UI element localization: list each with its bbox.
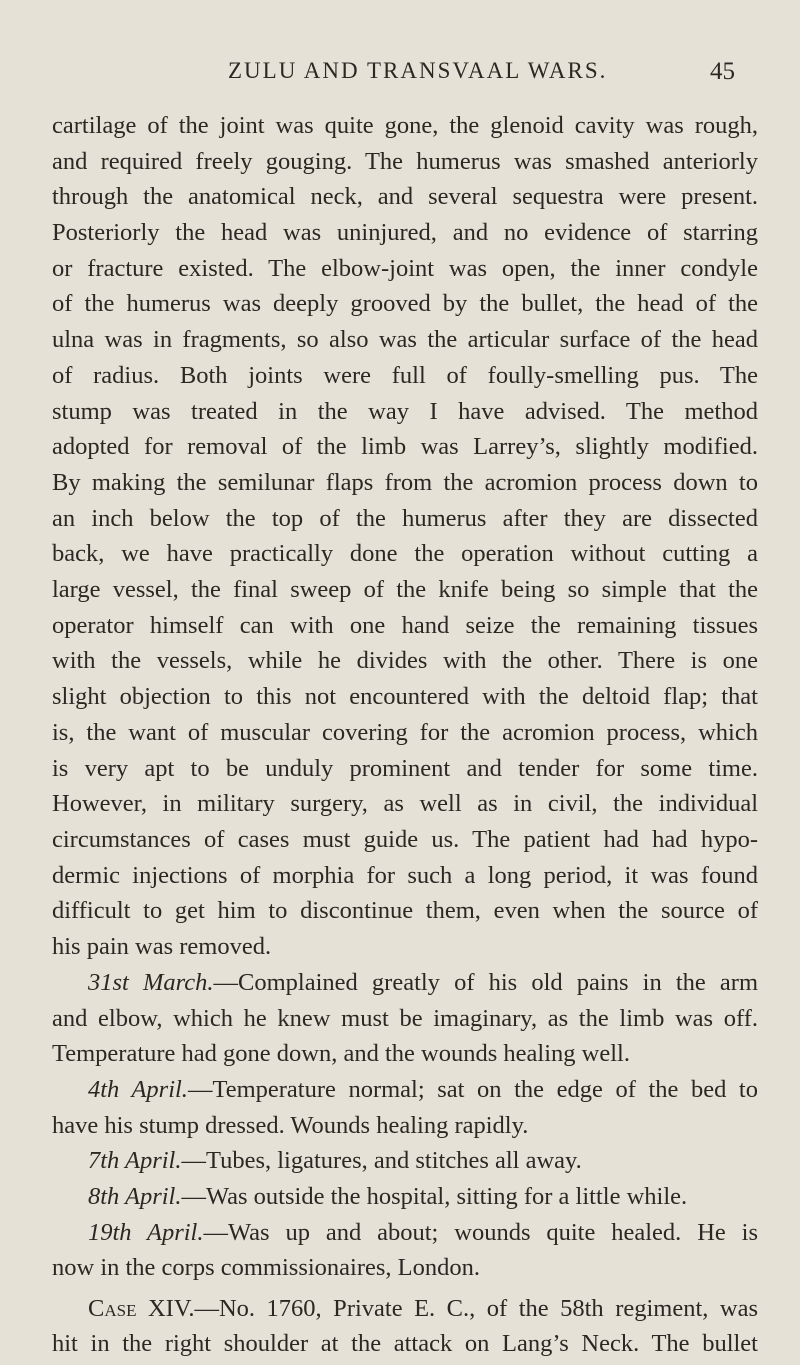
text-line: an inch below the top of the humerus after they are dissected (52, 504, 758, 532)
text-line: back, we have practically done the operation without cutting a (52, 540, 758, 568)
text-line: is, the want of muscular covering for the acromion process, which (52, 718, 758, 746)
text-line: is very apt to be unduly prominent and tender for some time. (52, 754, 758, 782)
diary-entry (88, 1215, 758, 1251)
entry-date: 19th April. (88, 1218, 204, 1246)
text-line: hit in the right shoulder at the attack on Lang’s Neck. The bullet (52, 1330, 758, 1357)
text-line: circumstances of cases must guide us. The patient had had hypo- (52, 826, 758, 853)
entry-date: 31st March. (88, 968, 214, 996)
diary-entry (88, 1143, 758, 1179)
diary-entry (88, 1072, 758, 1108)
entry-date: 7th April. (88, 1147, 182, 1175)
entry-text: —Tubes, ligatures, and stitches all away. (181, 1147, 582, 1175)
entry-text: —Was up and about; wounds quite healed. He is (203, 1218, 758, 1246)
text-line: ulna was in fragments, so also was the articular surface of the head (52, 326, 758, 354)
text-line: Temperature had gone down, and the wounds healing well. (52, 1040, 630, 1068)
text-line: adopted for removal of the limb was Larrey’s, slightly modified. (52, 433, 758, 461)
text-line: cartilage of the joint was quite gone, the glenoid cavity was rough, (52, 111, 758, 139)
entry-text: —Was outside the hospital, sitting for a little while. (181, 1183, 688, 1211)
running-title: ZULU AND TRANSVAAL WARS. (228, 58, 608, 83)
text-line: or fracture existed. The elbow-joint was open, the inner condyle (52, 254, 758, 282)
diary-entry (88, 965, 758, 1001)
entry-date: 4th April. (88, 1075, 188, 1103)
text-line: dermic injections of morphia for such a long period, it was found (52, 861, 758, 889)
text-line: stump was treated in the way I have advised. The method (52, 397, 758, 425)
text-line: large vessel, the final sweep of the knife being so simple that the (52, 576, 758, 604)
case-number: Case XIV. (88, 1295, 195, 1322)
diary-entry (88, 1179, 758, 1215)
text-line: of radius. Both joints were full of foully-smelling pus. The (52, 361, 758, 389)
text-line: Posteriorly the head was uninjured, and no evidence of starring (52, 219, 758, 246)
text-line: through the anatomical neck, and several sequestra were present. (52, 183, 758, 211)
text-line: operator himself can with one hand seize the remaining tissues (52, 611, 758, 639)
text-line: of the humerus was deeply grooved by the bullet, the head of the (52, 290, 758, 318)
page-number: 45 (710, 58, 735, 85)
case-heading-line (88, 1291, 758, 1327)
text-line: difficult to get him to discontinue them, even when the source of (52, 897, 758, 925)
text-line: and required freely gouging. The humerus was smashed anteriorly (52, 147, 758, 175)
text-line: slight objection to this not encountered with the deltoid flap; that (52, 683, 758, 711)
text-line: with the vessels, while he divides with the other. There is one (52, 647, 758, 675)
entry-text: —No. 1760, Private E. C., of the 58th regiment, was (194, 1295, 758, 1322)
text-line: and elbow, which he knew must be imaginary, as the limb was off. (52, 1004, 758, 1032)
text-line: By making the semilunar flaps from the acromion process down to (52, 468, 758, 496)
entry-date: 8th April. (88, 1183, 182, 1211)
text-line: his pain was removed. (52, 933, 272, 961)
text-line: now in the corps commissionaires, London. (52, 1254, 481, 1282)
entry-text: —Complained greatly of his old pains in the arm (213, 968, 758, 996)
entry-text: —Temperature normal; sat on the edge of the bed to (187, 1075, 758, 1103)
text-line: have his stump dressed. Wounds healing rapidly. (52, 1111, 529, 1139)
text-line: However, in military surgery, as well as in civil, the individual (52, 790, 758, 818)
